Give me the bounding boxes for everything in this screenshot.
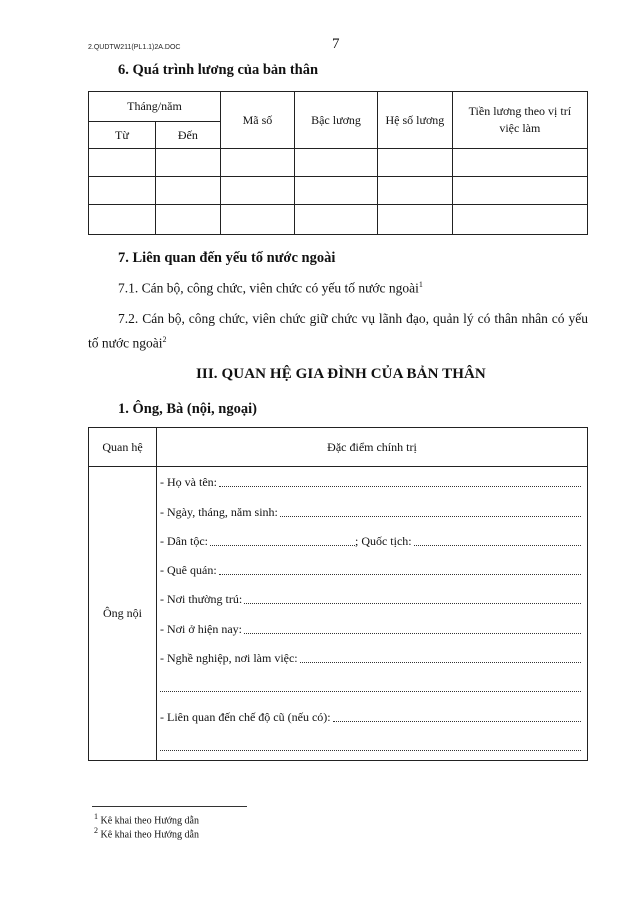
field-job-label: - Nghề nghiệp, nơi làm việc: (160, 651, 298, 666)
political-traits-cell (157, 467, 588, 761)
footnote-1-text: Kê khai theo Hướng dẫn (100, 815, 199, 827)
cell-position-salary[interactable] (452, 177, 587, 205)
header-from: Từ (89, 122, 156, 149)
header-to: Đến (155, 122, 220, 149)
cell-to[interactable] (155, 205, 220, 235)
document-code: 2.QUDTW211(PL1.1)2A.DOC (88, 44, 181, 51)
header-code: Mã số (220, 92, 294, 149)
cell-coef[interactable] (378, 149, 453, 177)
cell-code[interactable] (220, 177, 294, 205)
header-month-year: Tháng/năm (89, 92, 221, 122)
footnote-2-mark: 2 (94, 826, 98, 835)
cell-code[interactable] (220, 149, 294, 177)
family-relations-table (88, 427, 588, 761)
field-job-input[interactable] (300, 662, 581, 663)
field-name-label: - Họ và tên: (160, 475, 217, 490)
footnote-1 (94, 812, 199, 826)
field-job-continuation (157, 672, 587, 701)
field-name (157, 467, 587, 496)
part-3-heading: III. QUAN HỆ GIA ĐÌNH CỦA BẢN THÂN (196, 366, 486, 382)
field-hometown-label: - Quê quán: (160, 563, 217, 578)
footnote-1-mark: 1 (94, 812, 98, 821)
table-row (89, 149, 588, 177)
field-dob (157, 496, 587, 525)
field-old-regime (157, 701, 587, 730)
cell-grade[interactable] (294, 149, 377, 177)
cell-to[interactable] (155, 149, 220, 177)
salary-history-table (88, 91, 588, 235)
field-current-address (157, 613, 587, 642)
cell-grade[interactable] (294, 205, 377, 235)
relation-cell: Ông nội (89, 467, 157, 761)
field-ethnicity-input[interactable] (210, 545, 355, 546)
cell-coef[interactable] (378, 205, 453, 235)
field-residence (157, 584, 587, 613)
cell-code[interactable] (220, 205, 294, 235)
footnote-separator (92, 806, 247, 807)
field-residence-input[interactable] (244, 603, 581, 604)
section-6-heading: 6. Quá trình lương của bản thân (118, 62, 319, 78)
cell-from[interactable] (89, 177, 156, 205)
table-row (89, 467, 588, 761)
cell-position-salary[interactable] (452, 205, 587, 235)
footnote-ref-1: 1 (418, 280, 423, 289)
field-current-address-label: - Nơi ở hiện nay: (160, 621, 243, 636)
header-political-traits: Đặc điểm chính trị (157, 428, 588, 467)
field-dob-input[interactable] (280, 516, 581, 517)
section-7-2 (88, 308, 588, 354)
section-7-1 (118, 280, 423, 297)
cell-from[interactable] (89, 149, 156, 177)
header-salary-coefficient: Hệ số lương (378, 92, 453, 149)
section-7-2-text: 7.2. Cán bộ, công chức, viên chức giữ chức vụ lãnh đạo, quản lý có thân nhân có yếu tố nước ngoài (88, 311, 588, 351)
cell-from[interactable] (89, 205, 156, 235)
header-position-salary: Tiền lương theo vị trí việc làm (452, 92, 587, 149)
header-salary-grade: Bậc lương (294, 92, 377, 149)
field-name-input[interactable] (219, 486, 581, 487)
cell-to[interactable] (155, 177, 220, 205)
cell-position-salary[interactable] (452, 149, 587, 177)
field-ethnicity-nationality (157, 526, 587, 555)
footnote-2-text: Kê khai theo Hướng dẫn (100, 829, 199, 841)
field-old-regime-label: - Liên quan đến chế độ cũ (nếu có): (160, 709, 331, 724)
table-row (89, 177, 588, 205)
field-hometown (157, 555, 587, 584)
section-7-heading: 7. Liên quan đến yếu tố nước ngoài (118, 250, 336, 266)
field-nationality-label: ; Quốc tịch: (354, 533, 412, 548)
field-dob-label: - Ngày, tháng, năm sinh: (160, 504, 278, 519)
field-job-continuation-input[interactable] (160, 691, 581, 692)
field-nationality-input[interactable] (414, 545, 581, 546)
field-old-regime-input[interactable] (333, 721, 581, 722)
field-ethnicity-label: - Dân tộc: (160, 533, 208, 548)
field-residence-label: - Nơi thường trú: (160, 592, 243, 607)
field-job (157, 643, 587, 672)
cell-coef[interactable] (378, 177, 453, 205)
field-old-regime-continuation-input[interactable] (160, 750, 581, 751)
field-hometown-input[interactable] (219, 574, 581, 575)
table-row (89, 205, 588, 235)
footnote-ref-2: 2 (162, 335, 167, 344)
field-current-address-input[interactable] (244, 633, 581, 634)
cell-grade[interactable] (294, 177, 377, 205)
footnote-2 (94, 826, 199, 840)
header-relation: Quan hệ (89, 428, 157, 467)
field-old-regime-continuation (157, 731, 587, 760)
part-3-sub-1-heading: 1. Ông, Bà (nội, ngoại) (118, 401, 257, 417)
section-7-1-text: 7.1. Cán bộ, công chức, viên chức có yếu tố nước ngoài (118, 280, 419, 296)
page-number: 7 (332, 36, 340, 52)
